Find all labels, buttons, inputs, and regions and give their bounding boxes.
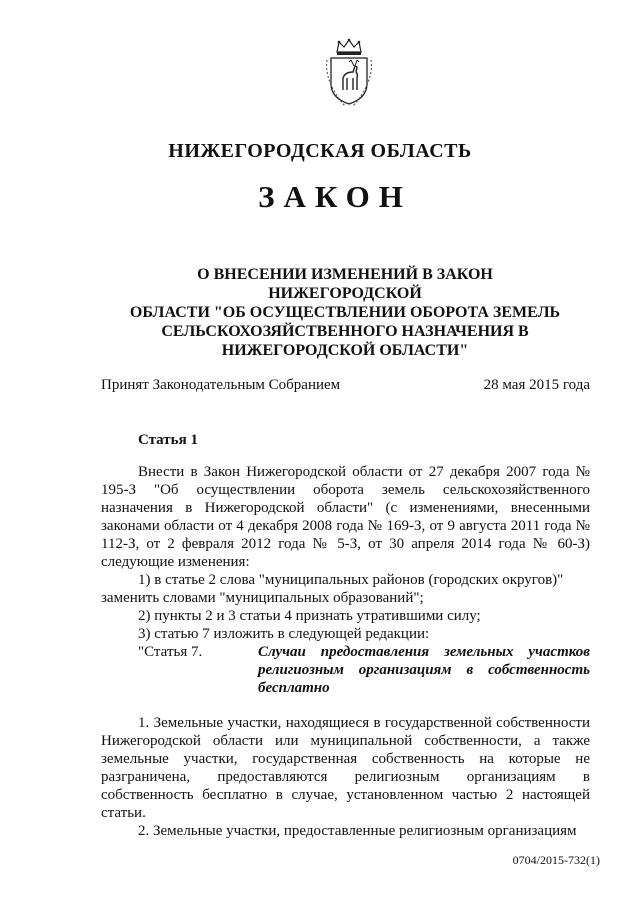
amendment-item-2: 2) пункты 2 и 3 статьи 4 признать утратившими силу; xyxy=(138,608,481,624)
article7-paragraph-2: 2. Земельные участки, предоставленные религиозным организациям xyxy=(138,823,577,839)
new-article-heading xyxy=(101,643,590,697)
document-type: ЗАКОН xyxy=(258,179,412,214)
new-article-label: "Статья 7. xyxy=(138,644,203,660)
article-body xyxy=(101,463,590,840)
law-title-line: О ВНЕСЕНИИ ИЗМЕНЕНИЙ В ЗАКОН НИЖЕГОРОДСКОЙ xyxy=(197,266,493,302)
region-name: НИЖЕГОРОДСКАЯ ОБЛАСТЬ xyxy=(168,140,472,162)
amendment-item-1-line-2: заменить словами "муниципальных образований"; xyxy=(101,590,424,606)
amendment-item-3: 3) статью 7 изложить в следующей редакции: xyxy=(138,626,430,642)
adoption-text: Принят Законодательным Собранием xyxy=(101,377,341,393)
law-title xyxy=(120,265,570,360)
law-title-line: СЕЛЬСКОХОЗЯЙСТВЕННОГО НАЗНАЧЕНИЯ В xyxy=(161,323,529,340)
law-title-line: ОБЛАСТИ "ОБ ОСУЩЕСТВЛЕНИИ ОБОРОТА ЗЕМЕЛЬ xyxy=(129,304,561,321)
law-title-line: НИЖЕГОРОДСКОЙ ОБЛАСТИ" xyxy=(221,342,469,359)
article-heading: Статья 1 xyxy=(138,432,198,448)
amendment-item-1-line-1: 1) в статье 2 слова "муниципальных районов (городских округов)" xyxy=(138,572,564,588)
adoption-date: 28 мая 2015 года xyxy=(483,377,590,393)
new-article-title: Случаи предоставления земельных участков религиозным организациям в собственность бесплатно xyxy=(258,644,590,696)
article-intro: Внести в Закон Нижегородской области от 27 декабря 2007 года № 195-З "Об осуществлении оборота земель сельскохозяйственного назначения в Нижегородской области" (с изменениями, внесенными законами области от 4 декабря 2008 года № 169-З, от 9 августа 2011 года № 112-З, от 2 февраля 2012 года № 5-З, от 30 апреля 2014 года № 60-З) следующие изменения: xyxy=(101,464,590,570)
coat-of-arms-icon xyxy=(323,38,375,108)
article7-paragraph-1: 1. Земельные участки, находящиеся в государственной собственности Нижегородской области или муниципальной собственности, а также земельные участки, государственная собственность на которые не разграничена, предоставляются религиозным организациям в собственность бесплатно в случае, установленном частью 2 настоящей статьи. xyxy=(101,715,590,821)
document-number: 0704/2015-732(1) xyxy=(512,853,600,867)
